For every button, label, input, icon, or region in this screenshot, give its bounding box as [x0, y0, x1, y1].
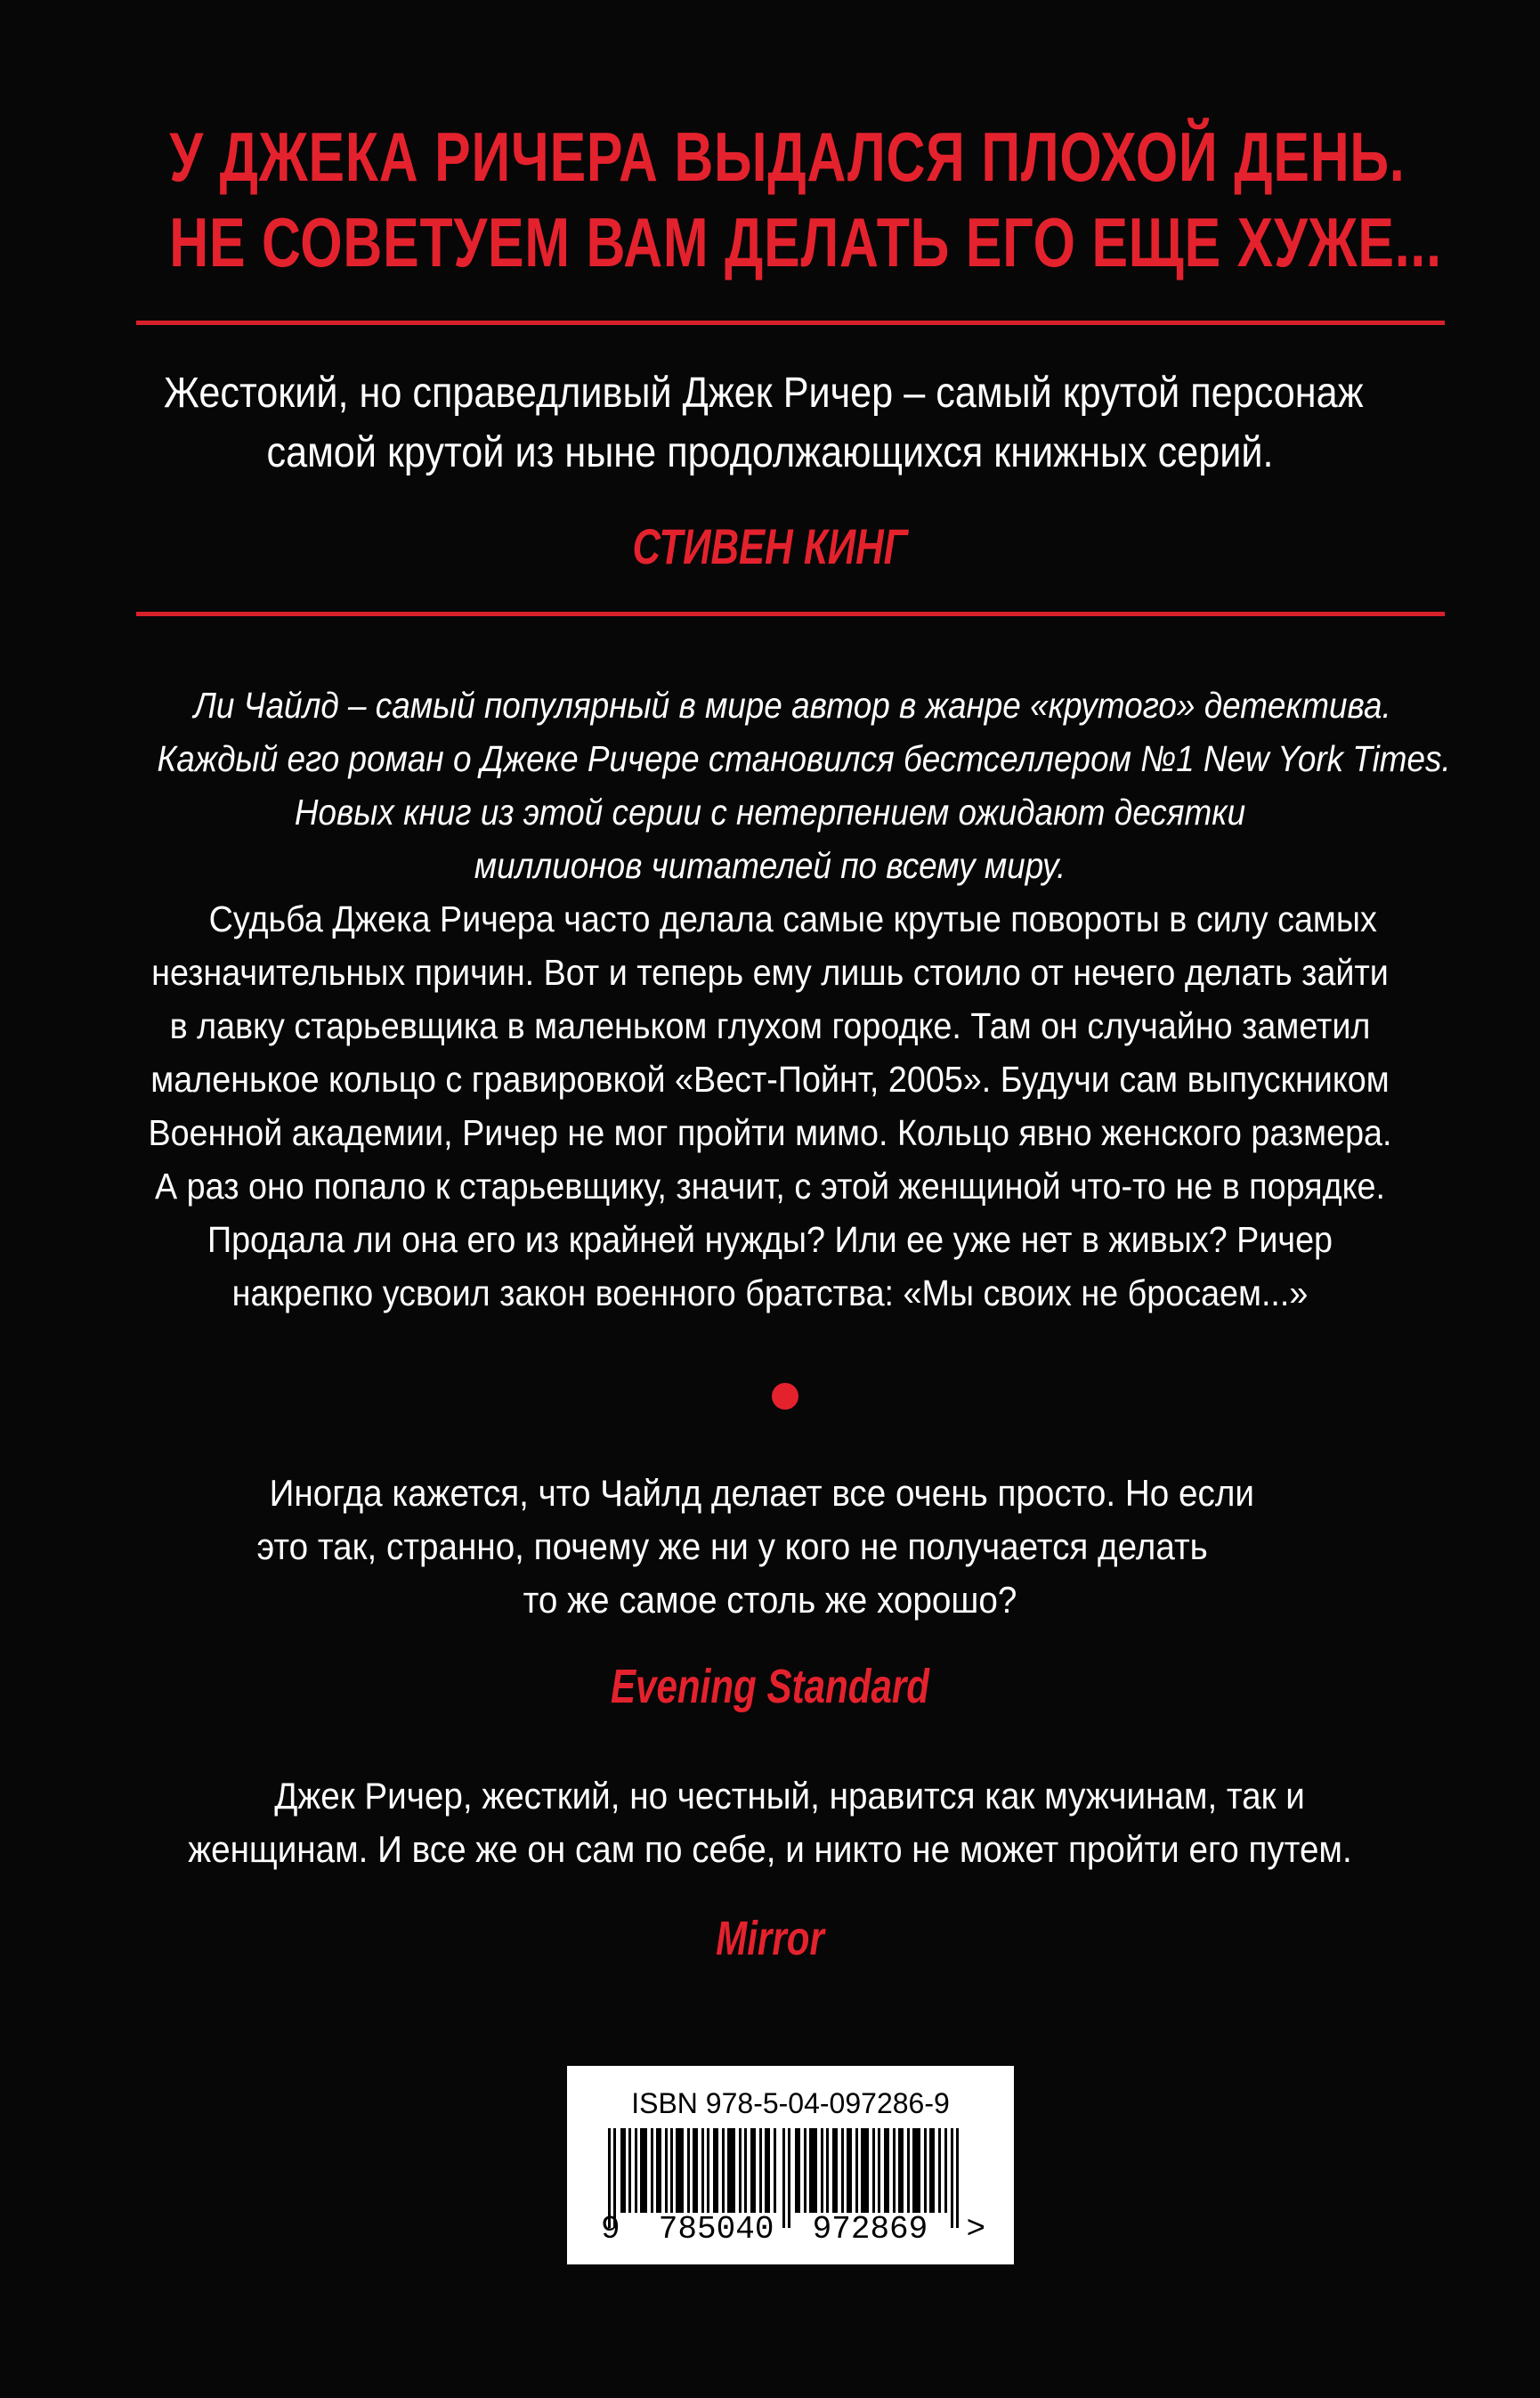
- quote-standard-line: то же самое столь же хорошо?: [523, 1579, 1017, 1621]
- headline-line-1: У ДЖЕКА РИЧЕРА ВЫДАЛСЯ ПЛОХОЙ ДЕНЬ.: [169, 118, 1406, 196]
- quote-mirror-source: Mirror: [716, 1912, 824, 1965]
- synopsis-line: Военной академии, Ричер не мог пройти мимо. Кольцо явно женского размера.: [148, 1112, 1392, 1153]
- barcode-digits: 9 785040 972869 >: [601, 2211, 986, 2248]
- synopsis-line: Судьба Джека Ричера часто делала самые крутые повороты в силу самых: [208, 898, 1377, 939]
- synopsis-line: незначительных причин. Вот и теперь ему лишь стоило от нечего делать зайти: [151, 952, 1389, 993]
- divider-middle: [136, 612, 1445, 616]
- quote-king-source: СТИВЕН КИНГ: [632, 518, 908, 574]
- synopsis-line: накрепко усвоил закон военного братства: «Мы своих не бросаем...»: [231, 1272, 1309, 1313]
- synopsis: [143, 892, 1397, 1320]
- headline-line-2: НЕ СОВЕТУЕМ ВАМ ДЕЛАТЬ ЕГО ЕЩЕ ХУЖЕ...: [169, 203, 1442, 281]
- isbn-barcode: [567, 2066, 1014, 2264]
- synopsis-line: маленькое кольцо с гравировкой «Вест-Пойнт, 2005». Будучи сам выпускником: [150, 1059, 1390, 1100]
- quote-standard: [143, 1467, 1397, 1627]
- quote-mirror: [143, 1769, 1397, 1876]
- intro-line: миллионов читателей по всему миру.: [474, 845, 1066, 886]
- intro-line: Ли Чайлд – самый популярный в мире автор в жанре «крутого» детектива.: [193, 685, 1391, 726]
- quote-mirror-line: женщинам. И все же он сам по себе, и никто не может пройти его путем.: [188, 1828, 1352, 1870]
- quote-mirror-line: Джек Ричер, жесткий, но честный, нравится как мужчинам, так и: [274, 1775, 1305, 1817]
- intro-line: Каждый его роман о Джеке Ричере становился бестселлером №1 New York Times.: [157, 738, 1451, 779]
- synopsis-line: Продала ли она его из крайней нужды? Или ее уже нет в живых? Ричер: [207, 1219, 1333, 1260]
- synopsis-line: А раз оно попало к старьевщику, значит, с этой женщиной что-то не в порядке.: [155, 1166, 1385, 1207]
- synopsis-line: в лавку старьевщика в маленьком глухом городке. Там он случайно заметил: [169, 1005, 1371, 1046]
- bullet-dot: [772, 1383, 798, 1410]
- quote-king-line-1: Жестокий, но справедливый Джек Ричер – самый крутой персонаж: [163, 370, 1364, 417]
- quote-king-line-2: самой крутой из ныне продолжающихся книжных серий.: [266, 429, 1274, 476]
- divider-top: [136, 321, 1445, 325]
- quote-standard-source: Evening Standard: [610, 1660, 930, 1713]
- intro-italic: [157, 679, 1451, 892]
- quote-standard-line: Иногда кажется, что Чайлд делает все очень просто. Но если: [269, 1472, 1254, 1514]
- intro-line: Новых книг из этой серии с нетерпением ожидают десятки: [294, 792, 1246, 833]
- isbn-label: ISBN 978-5-04-097286-9: [631, 2087, 950, 2119]
- headline: [169, 114, 1442, 285]
- quote-king: [158, 363, 1383, 483]
- quote-standard-line: это так, странно, почему же ни у кого не получается делать: [256, 1525, 1208, 1567]
